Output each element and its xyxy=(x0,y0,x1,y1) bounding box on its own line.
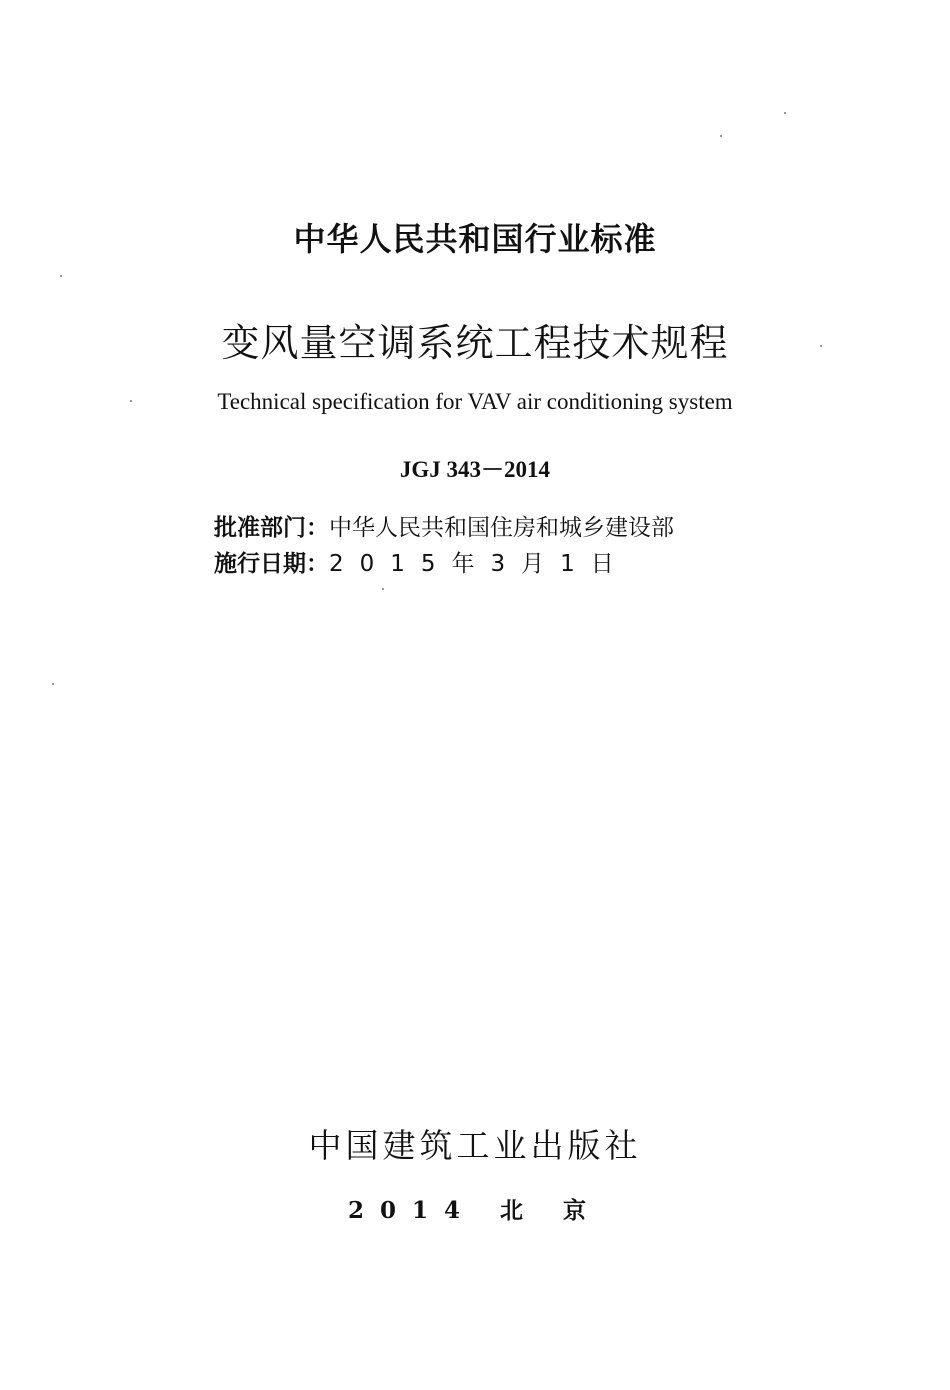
scan-speck xyxy=(784,112,786,114)
scan-speck xyxy=(382,588,384,590)
standard-code: JGJ 343－2014 xyxy=(399,457,551,482)
publication-year-city: 2014 北 京 xyxy=(347,1197,603,1224)
publisher-name: 中国建筑工业出版社 xyxy=(308,1126,642,1165)
scan-speck xyxy=(820,345,822,347)
scan-speck xyxy=(130,400,132,402)
document-title-english: Technical specification for VAV air conditioning system xyxy=(217,389,733,414)
scan-speck xyxy=(52,683,54,685)
approval-label: 批准部门： xyxy=(214,515,329,541)
scan-speck xyxy=(720,135,722,137)
effective-date-row xyxy=(214,546,630,582)
scan-speck xyxy=(60,275,62,277)
effective-date-label: 施行日期： xyxy=(214,551,329,577)
standard-category: 中华人民共和国行业标准 xyxy=(293,220,657,258)
document-title-chinese: 变风量空调系统工程技术规程 xyxy=(221,321,729,365)
effective-date-value: 2015年3月1日 xyxy=(329,551,630,577)
approval-row xyxy=(214,510,674,546)
approval-value: 中华人民共和国住房和城乡建设部 xyxy=(329,515,674,541)
